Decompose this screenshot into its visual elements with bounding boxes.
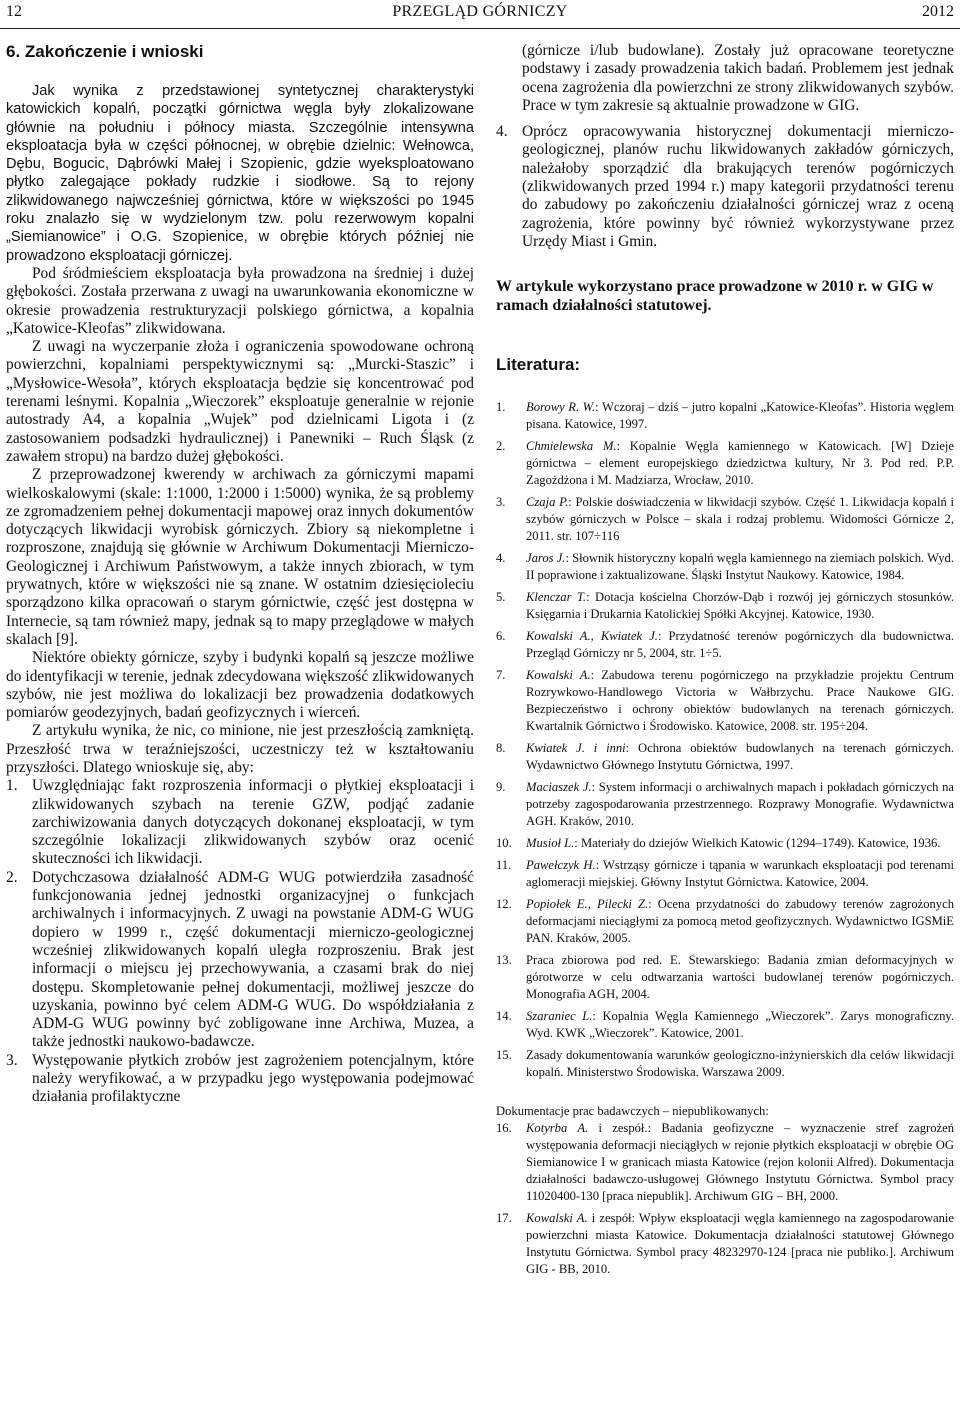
reference-text: Praca zbiorowa pod red. E. Stewarskiego: Badania zmian deformacyjnych w górotworze w celu odtwarzania wartości budowlanej terenów pogórniczych. Monografia AGH, 2004. xyxy=(526,953,954,1002)
list-item-text: Występowanie płytkich zrobów jest zagrożeniem potencjalnym, które należy weryfikować, a w przypadku jego występowania podejmować działania profilaktyczne xyxy=(32,1051,474,1106)
reference-item xyxy=(496,1008,954,1042)
reference-text: : Kopalnie Węgla kamiennego w Katowicach. [W] Dzieje górnictwa – element europejskiego dziedzictwa kultury, Nr 3. Pod red. P.P. Zagożdżona i M. Madziarza, Wrocław, 2010. xyxy=(526,439,954,488)
reference-author: Musioł L. xyxy=(526,836,575,851)
reference-author: Kowalski A. xyxy=(526,1211,588,1226)
reference-author: Popiołek E., Pilecki Z. xyxy=(526,897,649,912)
reference-item xyxy=(496,1120,954,1205)
list-item-number: 2. xyxy=(6,868,18,886)
reference-item xyxy=(496,628,954,662)
reference-text: : Kopalnia Węgla Kamiennego „Wieczorek”. Zarys monograficzny. Wyd. KWK „Wieczorek”. Katowice, 2001. xyxy=(526,1009,954,1041)
acknowledgment: W artykule wykorzystano prace prowadzone w 2010 r. w GIG w ramach działalności statutowej. xyxy=(496,278,934,315)
reference-item xyxy=(496,857,954,891)
reference-text: : Przydatność terenów pogórniczych dla budownictwa. Przegląd Górniczy nr 5, 2004, str. 1÷5. xyxy=(526,629,954,661)
reference-author: Klenczar T. xyxy=(526,590,587,605)
reference-number: 14. xyxy=(496,1009,512,1024)
reference-author: Kowalski A., Kwiatek J. xyxy=(526,629,658,644)
list-item-text: (górnicze i/lub budowlane). Zostały już opracowane teoretyczne podstawy i zasady prowadzenia takich badań. Problemem jest jednak ocena zagrożenia dla powierzchni ze strony zlikwidowanych szybów. Prace w tym zakresie są aktualnie prowadzone w GIG. xyxy=(522,42,954,114)
reference-author: Kwiatek J. i inni xyxy=(526,741,626,756)
reference-author: Jaros J. xyxy=(526,551,566,566)
reference-number: 10. xyxy=(496,836,512,851)
reference-number: 8. xyxy=(496,741,506,756)
reference-item xyxy=(496,550,954,584)
reference-number: 7. xyxy=(496,668,506,683)
publication-year: 2012 xyxy=(922,3,954,20)
reference-text: : Słownik historyczny kopalń węgla kamiennego na ziemiach polskich. Wyd. II poprawione i zaktualizowane. Śląski Instytut Naukowy. Katowice, 1984. xyxy=(526,551,954,583)
body-paragraph: Z artykułu wynika, że nic, co minione, nie jest przeszłością zamkniętą. Przeszłość trwa w teraźniejszości, uczestniczy też w kształtowaniu przyszłości. Dlatego wnioskuje się, aby: xyxy=(6,722,474,776)
body-paragraph: Z uwagi na wyczerpanie złoża i ograniczenia spowodowane ochroną powierzchni, kopalniami perspektywicznymi są: „Murcki-Staszic” i „Mysłowice-Wesoła”, których eksploatacja będzie się koncentrować pod terenami leśnymi. Kopalnia „Wieczorek” eksploatuje generalnie w rejonie autostrady A4, a kopalnia „Wujek” pod dzielnicami Ligota i (z zastosowaniem podsadzki hydraulicznej) i Panewniki – Ruch Śląsk (z zawałem stropu) na bardzo dużej głębokości. xyxy=(6,338,474,465)
reference-author: Pawełczyk H. xyxy=(526,858,596,873)
list-item-number: 1. xyxy=(6,777,18,795)
reference-number: 9. xyxy=(496,780,506,795)
reference-number: 4. xyxy=(496,551,506,566)
reference-author: Kotyrba A. xyxy=(526,1121,589,1136)
list-item xyxy=(496,42,954,115)
reference-number: 2. xyxy=(496,439,506,454)
reference-text: : Ochrona obiektów budowlanych na terenach górniczych. Wydawnictwo Głównego Instytutu Górnictwa, 1997. xyxy=(526,741,954,773)
reference-number: 13. xyxy=(496,953,512,968)
list-item xyxy=(6,869,474,1052)
reference-text: : System informacji o archiwalnych mapach i pokładach górniczych na potrzeby zagospodarowania przestrzennego. Rozprawy Monografie. Wydawnictwa AGH. Kraków, 2010. xyxy=(526,780,954,829)
left-column xyxy=(6,42,474,1410)
reference-number: 3. xyxy=(496,495,506,510)
literature-title: Literatura: xyxy=(496,355,581,375)
list-item-text: Oprócz opracowywania historycznej dokumentacji mierniczo-geologicznej, planów ruchu likwidowanych zakładów górniczych, należałoby sporządzić dla brakujących terenów pogórniczych (zlikwidowanych przed 1994 r.) mapy kategorii przydatności terenu do zabudowy po zakończeniu działalności górniczej wraz z oceną zagrożenia, które powinny być również wykorzystywane przez Urzędy Miast i Gmin. xyxy=(522,123,954,250)
journal-title: PRZEGLĄD GÓRNICZY xyxy=(392,3,568,20)
reference-item xyxy=(496,779,954,830)
body-paragraph: Niektóre obiekty górnicze, szyby i budynki kopalń są jeszcze możliwe do identyfikacji w terenie, jednak zdecydowana większość zlikwidowanych szybów, nie jest możliwa do lokalizacji bez prowadzenia dodatkowych pomiarów geodezyjnych, badań geofizycznych i wierceń. xyxy=(6,649,474,722)
reference-author: Maciaszek J. xyxy=(526,780,592,795)
reference-list xyxy=(496,399,954,1081)
reference-item xyxy=(496,438,954,489)
reference-item xyxy=(496,952,954,1003)
reference-number: 12. xyxy=(496,897,512,912)
body-paragraph: Jak wynika z przedstawionej syntetycznej charakterystyki katowickich kopalń, początki górnictwa węgla były zlokalizowane głównie na południu i północy miasta. Szczególnie intensywna eksploatacja była w części północnej, w obrębie dzielnic: Wełnowca, Dębu, Bogucic, Dąbrówki Małej i Szopienic, gdzie wyeksploatowano płytko zalegające pokłady rudzkie i siodłowe. Są to rejony zlikwidowanego najwcześniej górnictwa, które w większości po 1945 roku znalazło się w wydzielonym tzw. polu rezerwowym kopalni „Siemianowice” i O.G. Szopienice, w obrębie których później nie prowadzono eksploatacji górniczej. xyxy=(6,83,474,264)
reference-item xyxy=(496,494,954,545)
reference-text: : Ocena przydatności do zabudowy terenów zagrożonych deformacjami nieciągłymi za pomocą metod geofizycznych. Wydawnictwo IGSMiE PAN. Kraków, 2005. xyxy=(526,897,954,946)
unpublished-reference-list xyxy=(496,1120,954,1278)
reference-item xyxy=(496,835,954,852)
page-number: 12 xyxy=(6,3,22,20)
reference-item xyxy=(496,896,954,947)
reference-text: Zasady dokumentowania warunków geologiczno-inżynierskich dla celów likwidacji kopalń. Ministerstwo Środowiska. Warszawa 2009. xyxy=(526,1048,954,1080)
body-paragraph: Z przeprowadzonej kwerendy w archiwach za górniczymi mapami wielkoskalowymi (skale: 1:1000, 1:2000 i 1:5000) wynika, że są problemy ze zgromadzeniem pełnej dokumentacji mapowej oraz innych dokumentów dotyczących likwidacji wyrobisk górniczych. Zbiory są niekompletne i rozproszone, znajdują się głównie w Archiwum Dokumentacji Mierniczo-Geologicznej i Archiwum Państwowym, a także innych zbiorach, w tym prywatnych, które w większości nie są znane. W ostatnim dziesięcioleciu sporządzono kilka opracowań o starym górnictwie, część jest dostępna w Internecie, są tam również mapy, jednak są to mapy przeglądowe w małych skalach [9]. xyxy=(6,466,474,648)
list-item-text: Uwzględniając fakt rozproszenia informacji o płytkiej eksploatacji i zlikwidowanych szybach na terenie GZW, podjąć zadanie zarchiwizowania danych dotyczących dokonanej eksploatacji, w tym szczególnie lokalizacji zlikwidowanych szybów oraz ocenić skuteczności ich likwidacji. xyxy=(32,777,474,868)
reference-number: 11. xyxy=(496,858,512,873)
reference-number: 17. xyxy=(496,1211,512,1226)
reference-text: : Wstrząsy górnicze i tąpania w warunkach eksploatacji pod terenami aglomeracji miejskiej. Główny Instytut Górnictwa. Katowice, 2004. xyxy=(526,858,954,890)
list-item-number: 3. xyxy=(6,1051,18,1069)
reference-number: 15. xyxy=(496,1048,512,1063)
list-item xyxy=(6,1052,474,1107)
reference-author: Kowalski A. xyxy=(526,668,591,683)
reference-number: 16. xyxy=(496,1121,512,1136)
list-item xyxy=(6,777,474,868)
conclusions-list xyxy=(6,777,474,1106)
page-header xyxy=(0,0,960,29)
reference-item xyxy=(496,1210,954,1278)
body-paragraph: Pod śródmieściem eksploatacja była prowadzona na średniej i dużej głębokości. Została przerwana z uwagi na uwarunkowania ekonomiczne w okresie prowadzenia restrukturyzacji polskiego górnictwa, a kopalnia „Katowice-Kleofas” zlikwidowana. xyxy=(6,264,474,337)
reference-item xyxy=(496,399,954,433)
reference-author: Czaja P. xyxy=(526,495,569,510)
reference-text: : Polskie doświadczenia w likwidacji szybów. Część 1. Likwidacja kopalń i szybów górniczych w Polsce – skala i rodzaj problemu. Widomości Górnicze 2, 2011. str. 107÷116 xyxy=(526,495,954,544)
reference-text: : Dotacja kościelna Chorzów-Dąb i rozwój jej górniczych stosunków. Księgarnia i Drukarnia Katolickiej Spółki Akcyjnej. Katowice, 1930. xyxy=(526,590,954,622)
reference-author: Borowy R. W. xyxy=(526,400,596,415)
reference-item xyxy=(496,667,954,735)
list-item xyxy=(496,123,954,251)
reference-number: 5. xyxy=(496,590,506,605)
reference-text: i zespół: Wpływ eksploatacji węgla kamiennego na zagospodarowanie powierzchni miasta Katowice. Dokumentacja działalności statutowej Głównego Instytutu Górnictwa. Symbol pracy 48232970-124 [praca nie publiko.]. Archiwum GIG - BB, 2010. xyxy=(526,1211,954,1277)
left-paragraphs xyxy=(6,82,474,777)
reference-item xyxy=(496,1047,954,1081)
unpublished-title: Dokumentacje prac badawczych – niepublikowanych: xyxy=(496,1104,769,1119)
reference-number: 6. xyxy=(496,629,506,644)
reference-text: : Wczoraj – dziś – jutro kopalni „Katowice-Kleofas”. Historia węglem pisana. Katowice, 1997. xyxy=(526,400,954,432)
reference-author: Chmielewska M. xyxy=(526,439,617,454)
conclusions-list-continued xyxy=(496,42,954,251)
reference-item xyxy=(496,740,954,774)
reference-number: 1. xyxy=(496,400,506,415)
list-item-text: Dotychczasowa działalność ADM-G WUG potwierdziła zasadność funkcjonowania jednej jednostki organizacyjnej o funkcjach archiwalnych i informacyjnych. Z uwagi na powstanie ADM-G WUG dopiero w 1999 r., część dokumentacji mierniczo-geologicznej wcześniej zlikwidowanych kopalń uległa rozproszeniu. Brak jest informacji o miejscu jej przechowywania, a czasami brak do niej dostępu. Skompletowanie pełnej dokumentacji, możliwej jeszcze do uzyskania, powinno być celem ADM-G WUG. Do współdziałania z ADM-G WUG powinny być zobligowane inne Archiwa, Muzea, a także jednostki naukowo-badawcze. xyxy=(32,868,474,1051)
reference-text: : Zabudowa terenu pogórniczego na przykładzie projektu Centrum Rozrywkowo-Handlowego Victoria w Wałbrzychu. Prace Naukowe GIG. Bezpieczeństwo i ochrony obiektów budowlanych na terenach górniczych. Kwartalnik Górnictwo i Środowisko. Katowice, 2008. str. 195÷204. xyxy=(526,668,954,734)
reference-text: : Materiały do dziejów Wielkich Katowic (1294–1749). Katowice, 1936. xyxy=(574,836,941,851)
list-item-number: 4. xyxy=(496,123,508,141)
reference-item xyxy=(496,589,954,623)
section-title: 6. Zakończenie i wnioski xyxy=(6,42,204,61)
reference-text: i zespół.: Badania geofizyczne – wyznaczenie stref zagrożeń występowania deformacji nieciągłych w rejonie płytkich eksploatacji w obrębie OG Siemianowice I w granicach miasta Katowice (rejon kolonii Alfred). Dokumentacja działalności badawczo-usługowej Głównego Instytutu Górnictwa. Symbol pracy 11020400-130 [praca niepublik]. Archiwum GIG – BH, 2000. xyxy=(526,1121,954,1204)
right-column xyxy=(496,42,954,1410)
reference-author: Szaraniec L. xyxy=(526,1009,593,1024)
